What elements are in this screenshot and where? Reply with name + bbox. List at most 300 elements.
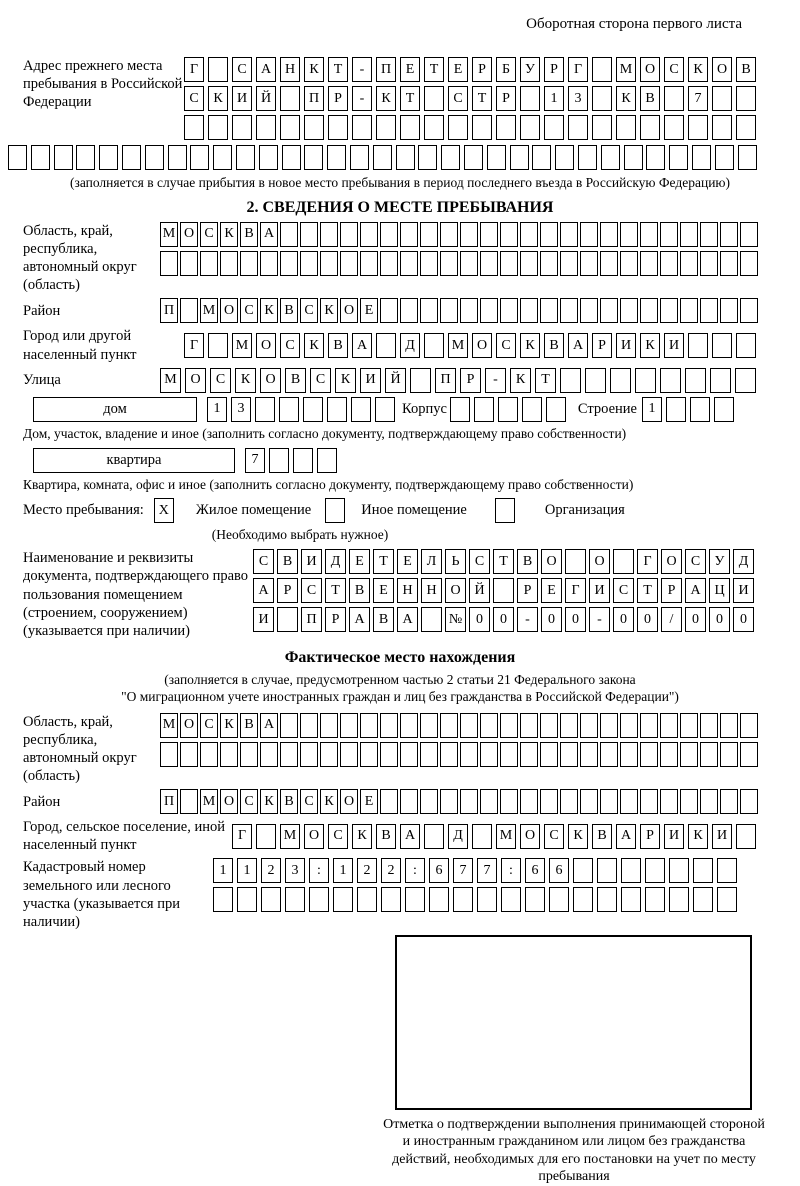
char-cell bbox=[460, 251, 478, 276]
char-cell: К bbox=[520, 333, 540, 358]
char-cell bbox=[440, 298, 458, 323]
char-cell: Р bbox=[277, 578, 298, 603]
char-cell bbox=[735, 368, 756, 393]
char-cell: В bbox=[640, 86, 660, 111]
char-cell bbox=[400, 742, 418, 767]
char-cell: И bbox=[733, 578, 754, 603]
char-cell bbox=[645, 887, 665, 912]
char-cell: Ц bbox=[709, 578, 730, 603]
char-cell: 6 bbox=[549, 858, 569, 883]
char-cell: Д bbox=[448, 824, 468, 849]
char-cell bbox=[200, 251, 218, 276]
char-cell bbox=[480, 222, 498, 247]
char-cell bbox=[669, 887, 689, 912]
char-cell: В bbox=[280, 298, 298, 323]
char-cell bbox=[597, 858, 617, 883]
char-cell bbox=[660, 298, 678, 323]
char-cell bbox=[450, 397, 470, 422]
char-cell: 0 bbox=[685, 607, 706, 632]
char-cell bbox=[180, 298, 198, 323]
char-cell bbox=[501, 887, 521, 912]
char-cell: А bbox=[397, 607, 418, 632]
char-cell bbox=[280, 742, 298, 767]
char-cell bbox=[700, 789, 718, 814]
char-cell bbox=[480, 713, 498, 738]
char-cell bbox=[8, 145, 27, 170]
char-cell: - bbox=[589, 607, 610, 632]
char-cell: В bbox=[736, 57, 756, 82]
stroenie-row bbox=[642, 397, 734, 422]
char-cell: 6 bbox=[429, 858, 449, 883]
char-cell: Н bbox=[421, 578, 442, 603]
char-cell: Т bbox=[424, 57, 444, 82]
char-cell bbox=[640, 789, 658, 814]
char-cell bbox=[440, 222, 458, 247]
char-cell: К bbox=[568, 824, 588, 849]
page-side-note: Оборотная сторона первого листа bbox=[526, 16, 742, 32]
char-cell bbox=[720, 222, 738, 247]
char-cell bbox=[520, 251, 538, 276]
char-cell: 1 bbox=[544, 86, 564, 111]
char-cell bbox=[232, 115, 252, 140]
char-cell: М bbox=[496, 824, 516, 849]
char-cell bbox=[540, 713, 558, 738]
char-cell bbox=[693, 858, 713, 883]
char-cell bbox=[620, 789, 638, 814]
house-type-box: дом bbox=[33, 397, 197, 422]
char-cell: М bbox=[160, 222, 178, 247]
char-cell bbox=[472, 824, 492, 849]
char-cell bbox=[592, 86, 612, 111]
char-cell: О bbox=[589, 549, 610, 574]
char-cell bbox=[309, 887, 329, 912]
char-cell: К bbox=[688, 57, 708, 82]
char-cell bbox=[520, 742, 538, 767]
char-cell bbox=[560, 222, 578, 247]
char-cell bbox=[520, 115, 540, 140]
field-region-1 bbox=[23, 222, 800, 295]
char-cell: О bbox=[445, 578, 466, 603]
char-cell bbox=[54, 145, 73, 170]
char-cell bbox=[285, 887, 305, 912]
char-cell bbox=[480, 742, 498, 767]
char-cell bbox=[620, 222, 638, 247]
char-cell bbox=[568, 115, 588, 140]
char-cell: К bbox=[510, 368, 531, 393]
district-2-label: Район bbox=[23, 793, 61, 810]
char-cell bbox=[700, 713, 718, 738]
char-cell bbox=[373, 145, 392, 170]
prev-address-caption: (заполняется в случае прибытия в новое место пребывания в период последнего въезда в Российскую Федерацию) bbox=[69, 175, 731, 190]
city-1-row bbox=[184, 333, 756, 358]
char-cell bbox=[472, 115, 492, 140]
char-cell: Б bbox=[496, 57, 516, 82]
char-cell bbox=[280, 86, 300, 111]
field-stay-type bbox=[23, 498, 800, 523]
char-cell bbox=[646, 145, 665, 170]
char-cell bbox=[680, 298, 698, 323]
char-cell bbox=[597, 887, 617, 912]
char-cell: Д bbox=[733, 549, 754, 574]
char-cell bbox=[717, 887, 737, 912]
section2-title: 2. СВЕДЕНИЯ О МЕСТЕ ПРЕБЫВАНИЯ bbox=[246, 198, 554, 216]
region-1-rows bbox=[160, 222, 758, 276]
char-cell: - bbox=[352, 86, 372, 111]
char-cell bbox=[380, 713, 398, 738]
char-cell bbox=[300, 251, 318, 276]
char-cell: Й bbox=[385, 368, 406, 393]
char-cell bbox=[280, 251, 298, 276]
char-cell: А bbox=[253, 578, 274, 603]
char-cell bbox=[592, 115, 612, 140]
char-cell: 2 bbox=[381, 858, 401, 883]
char-cell: С bbox=[253, 549, 274, 574]
char-cell bbox=[429, 887, 449, 912]
char-cell bbox=[600, 789, 618, 814]
char-cell: В bbox=[240, 222, 258, 247]
stay-type-checkbox-organization bbox=[495, 498, 515, 523]
char-cell bbox=[255, 397, 275, 422]
char-cell: Е bbox=[541, 578, 562, 603]
field-street bbox=[23, 368, 800, 393]
char-cell bbox=[580, 251, 598, 276]
char-cell bbox=[712, 115, 732, 140]
char-cell: П bbox=[435, 368, 456, 393]
doc-rows bbox=[253, 549, 754, 632]
char-cell: 3 bbox=[285, 858, 305, 883]
char-cell bbox=[600, 713, 618, 738]
char-cell bbox=[340, 251, 358, 276]
region-1-label: Область, край, республика, автономный округ (область) bbox=[23, 222, 137, 294]
char-cell: А bbox=[349, 607, 370, 632]
char-cell: Д bbox=[400, 333, 420, 358]
char-cell: М bbox=[280, 824, 300, 849]
char-cell bbox=[480, 251, 498, 276]
char-cell bbox=[700, 251, 718, 276]
char-cell bbox=[453, 887, 473, 912]
char-cell bbox=[532, 145, 551, 170]
char-cell: В bbox=[376, 824, 396, 849]
char-cell: О bbox=[260, 368, 281, 393]
char-cell: С bbox=[448, 86, 468, 111]
char-cell: А bbox=[568, 333, 588, 358]
char-cell bbox=[360, 742, 378, 767]
char-cell: В bbox=[592, 824, 612, 849]
char-cell: 1 bbox=[237, 858, 257, 883]
char-cell bbox=[460, 713, 478, 738]
char-cell bbox=[680, 742, 698, 767]
char-cell bbox=[740, 251, 758, 276]
char-cell: О bbox=[185, 368, 206, 393]
char-cell bbox=[376, 115, 396, 140]
char-cell bbox=[600, 742, 618, 767]
char-cell bbox=[640, 742, 658, 767]
char-cell bbox=[261, 887, 281, 912]
char-cell bbox=[645, 858, 665, 883]
char-cell: Р bbox=[325, 607, 346, 632]
char-cell bbox=[424, 333, 444, 358]
char-cell bbox=[520, 713, 538, 738]
char-cell: Т bbox=[472, 86, 492, 111]
char-cell bbox=[640, 251, 658, 276]
char-cell bbox=[640, 222, 658, 247]
char-cell: К bbox=[320, 789, 338, 814]
cadastre-rows bbox=[213, 858, 737, 912]
char-cell: : bbox=[309, 858, 329, 883]
stay-type-checkbox-dwelling: X bbox=[154, 498, 174, 523]
char-cell: В bbox=[517, 549, 538, 574]
char-cell bbox=[240, 742, 258, 767]
char-cell bbox=[710, 368, 731, 393]
char-cell: 3 bbox=[231, 397, 251, 422]
cadastre-row-1 bbox=[213, 858, 737, 883]
char-cell bbox=[640, 115, 660, 140]
char-cell: / bbox=[661, 607, 682, 632]
char-cell bbox=[380, 742, 398, 767]
char-cell bbox=[660, 251, 678, 276]
cadastre-row-2 bbox=[213, 887, 737, 912]
char-cell: О bbox=[640, 57, 660, 82]
char-cell: 1 bbox=[642, 397, 662, 422]
char-cell bbox=[464, 145, 483, 170]
char-cell bbox=[717, 858, 737, 883]
char-cell bbox=[666, 397, 686, 422]
char-cell: У bbox=[520, 57, 540, 82]
char-cell bbox=[240, 251, 258, 276]
char-cell bbox=[680, 713, 698, 738]
char-cell bbox=[669, 145, 688, 170]
char-cell bbox=[320, 222, 338, 247]
char-cell bbox=[740, 222, 758, 247]
char-cell bbox=[293, 448, 313, 473]
char-cell bbox=[381, 887, 401, 912]
char-cell: Р bbox=[472, 57, 492, 82]
char-cell bbox=[549, 887, 569, 912]
char-cell: П bbox=[160, 789, 178, 814]
char-cell bbox=[573, 858, 593, 883]
char-cell bbox=[421, 607, 442, 632]
char-cell bbox=[405, 887, 425, 912]
stay-type-checkbox-other-premises bbox=[325, 498, 345, 523]
char-cell bbox=[600, 298, 618, 323]
char-cell: Т bbox=[373, 549, 394, 574]
char-cell: К bbox=[260, 298, 278, 323]
flat-number-row bbox=[245, 448, 337, 473]
char-cell bbox=[740, 713, 758, 738]
char-cell bbox=[688, 333, 708, 358]
char-cell bbox=[620, 251, 638, 276]
char-cell: - bbox=[352, 57, 372, 82]
char-cell bbox=[360, 251, 378, 276]
char-cell: К bbox=[220, 713, 238, 738]
char-cell: 7 bbox=[688, 86, 708, 111]
char-cell bbox=[208, 57, 228, 82]
char-cell bbox=[613, 549, 634, 574]
field-district-1 bbox=[23, 298, 800, 323]
char-cell: С bbox=[232, 57, 252, 82]
char-cell bbox=[520, 86, 540, 111]
char-cell bbox=[560, 742, 578, 767]
char-cell: С bbox=[664, 57, 684, 82]
char-cell bbox=[690, 397, 710, 422]
char-cell bbox=[640, 298, 658, 323]
char-cell: : bbox=[501, 858, 521, 883]
char-cell: 7 bbox=[245, 448, 265, 473]
char-cell bbox=[213, 887, 233, 912]
char-cell bbox=[510, 145, 529, 170]
char-cell bbox=[664, 86, 684, 111]
char-cell bbox=[600, 251, 618, 276]
char-cell: И bbox=[664, 824, 684, 849]
char-cell: А bbox=[400, 824, 420, 849]
char-cell bbox=[660, 222, 678, 247]
char-cell: : bbox=[405, 858, 425, 883]
char-cell: 0 bbox=[637, 607, 658, 632]
char-cell bbox=[560, 713, 578, 738]
char-cell bbox=[360, 713, 378, 738]
char-cell: Р bbox=[640, 824, 660, 849]
char-cell bbox=[620, 742, 638, 767]
char-cell bbox=[208, 333, 228, 358]
region-2-rows bbox=[160, 713, 758, 767]
char-cell: И bbox=[589, 578, 610, 603]
char-cell bbox=[500, 222, 518, 247]
char-cell bbox=[580, 222, 598, 247]
flat-type-box: квартира bbox=[33, 448, 235, 473]
char-cell bbox=[333, 887, 353, 912]
confirmation-mark-caption: Отметка о подтверждении выполнения принимающей стороной и иностранным гражданином или лицом без гражданства действий, необходимых для его постановки на учет по месту пребывания bbox=[383, 1116, 765, 1185]
char-cell bbox=[237, 887, 257, 912]
char-cell bbox=[565, 549, 586, 574]
char-cell: В bbox=[544, 333, 564, 358]
char-cell bbox=[700, 222, 718, 247]
char-cell bbox=[493, 578, 514, 603]
char-cell bbox=[500, 298, 518, 323]
char-cell: Г bbox=[637, 549, 658, 574]
char-cell: А bbox=[616, 824, 636, 849]
char-cell bbox=[664, 115, 684, 140]
char-cell bbox=[328, 115, 348, 140]
char-cell: М bbox=[200, 789, 218, 814]
char-cell bbox=[420, 713, 438, 738]
city-1-label: Город или другой населенный пункт bbox=[23, 328, 137, 363]
char-cell: 0 bbox=[613, 607, 634, 632]
char-cell bbox=[460, 742, 478, 767]
street-row bbox=[160, 368, 756, 393]
char-cell bbox=[624, 145, 643, 170]
char-cell: О bbox=[472, 333, 492, 358]
char-cell bbox=[279, 397, 299, 422]
char-cell: - bbox=[485, 368, 506, 393]
doc-row-3 bbox=[253, 607, 754, 632]
char-cell: А bbox=[352, 333, 372, 358]
char-cell bbox=[500, 251, 518, 276]
char-cell bbox=[400, 713, 418, 738]
region-2-label: Область, край, республика, автономный округ (область) bbox=[23, 713, 137, 784]
char-cell bbox=[400, 115, 420, 140]
char-cell: 3 bbox=[568, 86, 588, 111]
char-cell: Е bbox=[373, 578, 394, 603]
char-cell: С bbox=[300, 298, 318, 323]
stay-type-option-organization-label: Организация bbox=[544, 502, 625, 519]
char-cell: К bbox=[304, 57, 324, 82]
char-cell: К bbox=[320, 298, 338, 323]
char-cell bbox=[440, 251, 458, 276]
char-cell bbox=[351, 397, 371, 422]
char-cell bbox=[300, 222, 318, 247]
char-cell bbox=[400, 298, 418, 323]
char-cell bbox=[555, 145, 574, 170]
char-cell: 1 bbox=[207, 397, 227, 422]
char-cell bbox=[660, 742, 678, 767]
char-cell bbox=[480, 789, 498, 814]
char-cell: К bbox=[260, 789, 278, 814]
char-cell: Й bbox=[469, 578, 490, 603]
char-cell: И bbox=[301, 549, 322, 574]
char-cell: И bbox=[712, 824, 732, 849]
char-cell bbox=[236, 145, 255, 170]
char-cell bbox=[720, 789, 738, 814]
char-cell bbox=[376, 333, 396, 358]
char-cell: О bbox=[712, 57, 732, 82]
char-cell bbox=[350, 145, 369, 170]
char-cell bbox=[714, 397, 734, 422]
char-cell: Т bbox=[328, 57, 348, 82]
char-cell bbox=[680, 222, 698, 247]
char-cell: А bbox=[260, 222, 278, 247]
char-cell bbox=[496, 115, 516, 140]
actual-location-title: Фактическое место нахождения bbox=[284, 648, 516, 666]
char-cell bbox=[740, 742, 758, 767]
char-cell: К bbox=[304, 333, 324, 358]
char-cell: А bbox=[685, 578, 706, 603]
char-cell bbox=[280, 115, 300, 140]
char-cell: Д bbox=[325, 549, 346, 574]
char-cell: 6 bbox=[525, 858, 545, 883]
char-cell bbox=[480, 298, 498, 323]
char-cell bbox=[610, 368, 631, 393]
actual-location-caption-2: "О миграционном учете иностранных граждан и лиц без гражданства в Российской Федерации") bbox=[121, 688, 679, 704]
char-cell bbox=[160, 742, 178, 767]
cadastre-label: Кадастровый номер земельного или лесного участка (указывается при наличии) bbox=[23, 859, 180, 930]
char-cell bbox=[616, 115, 636, 140]
char-cell: С bbox=[544, 824, 564, 849]
char-cell: О bbox=[304, 824, 324, 849]
char-cell: Е bbox=[448, 57, 468, 82]
char-cell bbox=[184, 115, 204, 140]
char-cell bbox=[327, 145, 346, 170]
char-cell: А bbox=[256, 57, 276, 82]
char-cell: К bbox=[376, 86, 396, 111]
char-cell: П bbox=[304, 86, 324, 111]
char-cell: И bbox=[360, 368, 381, 393]
field-district-2 bbox=[23, 789, 800, 814]
char-cell bbox=[620, 298, 638, 323]
char-cell bbox=[300, 713, 318, 738]
char-cell bbox=[340, 713, 358, 738]
char-cell bbox=[180, 251, 198, 276]
char-cell: Л bbox=[421, 549, 442, 574]
char-cell: К bbox=[616, 86, 636, 111]
char-cell bbox=[635, 368, 656, 393]
char-cell bbox=[580, 713, 598, 738]
char-cell bbox=[712, 333, 732, 358]
char-cell bbox=[600, 222, 618, 247]
prev-address-row-2 bbox=[184, 86, 756, 111]
house-caption: Дом, участок, владение и иное (заполнить согласно документу, подтверждающему право собственности) bbox=[23, 425, 627, 441]
char-cell bbox=[474, 397, 494, 422]
char-cell: И bbox=[616, 333, 636, 358]
